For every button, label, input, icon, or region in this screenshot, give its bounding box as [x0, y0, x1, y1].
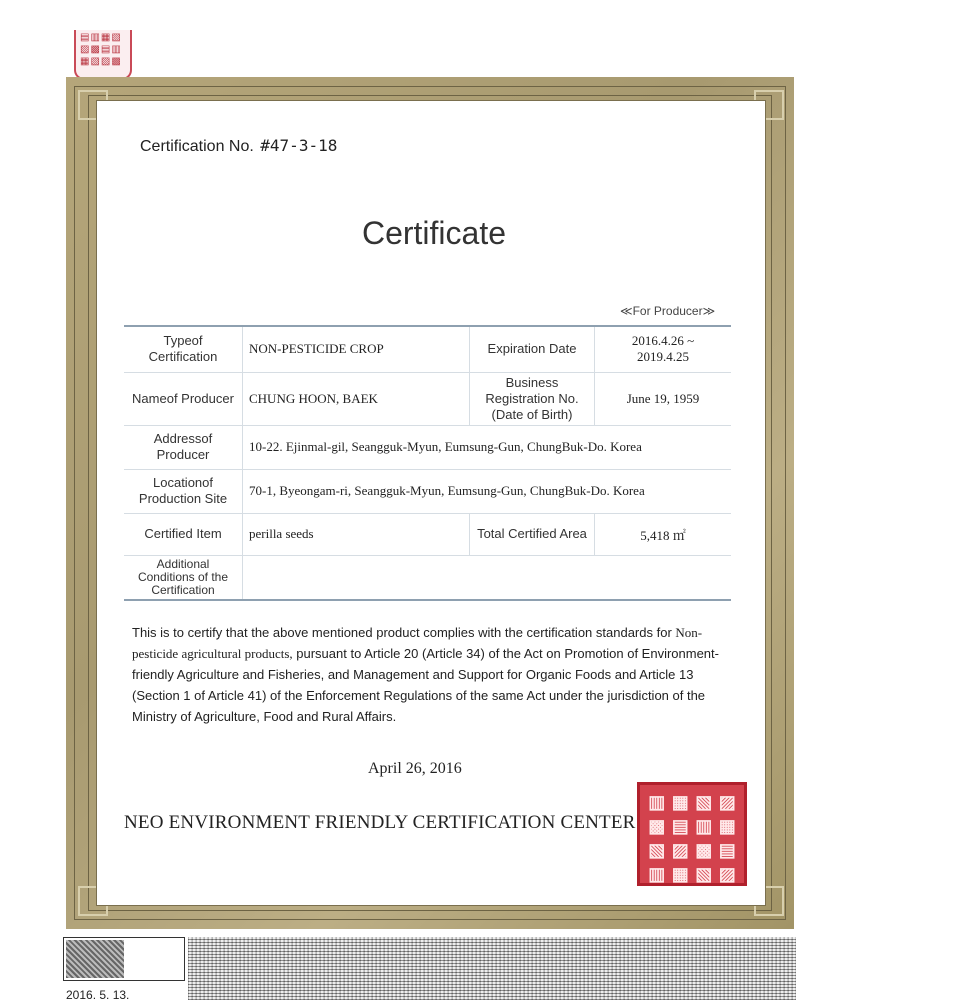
- issue-date: April 26, 2016: [368, 760, 462, 777]
- statement-part-2: pursuant to Article 20 (Article 34) of the Act on Promotion of Environment-friendly Agriculture and Fisheries, and Management and Support for Organic Foods and Article 13 (Section 1 of Article 41) of the Enforcement Regulations of the same Act under the jurisdiction of the Ministry of Agriculture, Food and Rural Affairs.: [132, 646, 719, 724]
- official-red-seal: ▥ ▦ ▧ ▨ ▩ ▤ ▥ ▦ ▧ ▨ ▩ ▤ ▥ ▦ ▧ ▨: [637, 782, 747, 886]
- area-label: Total Certified Area: [470, 513, 595, 555]
- name-value: CHUNG HOON, BAEK: [243, 372, 470, 425]
- type-value: NON-PESTICIDE CROP: [243, 326, 470, 372]
- item-value: perilla seeds: [243, 513, 470, 555]
- footer-date: 2016. 5. 13.: [66, 988, 130, 1002]
- business-value: June 19, 1959: [595, 372, 732, 425]
- business-label: Business Registration No. (Date of Birth): [470, 372, 595, 425]
- cert-no-label: Certification No.: [140, 138, 254, 155]
- expiration-value: [595, 326, 732, 372]
- location-value: 70-1, Byeongam-ri, Seangguk-Myun, Eumsung-Gun, ChungBuk-Do. Korea: [243, 469, 732, 513]
- certification-statement: [132, 622, 732, 727]
- additional-value: [243, 555, 732, 600]
- expiration-start: 2016.4.26 ~: [631, 333, 695, 349]
- statement-part-1: This is to certify that the above mentioned product complies with the certification standards for: [132, 625, 672, 640]
- scan-security-pattern-overlay: [188, 937, 796, 1000]
- certificate-title: Certificate: [361, 215, 507, 251]
- expiration-end: 2019.4.25: [637, 349, 689, 365]
- address-value: 10-22. Ejinmal-gil, Seangguk-Myun, Eumsung-Gun, ChungBuk-Do. Korea: [243, 425, 732, 469]
- cert-no-value: #47-3-18: [260, 136, 338, 155]
- type-label: Typeof Certification: [124, 326, 243, 372]
- area-value: 5,418 ㎡: [595, 513, 732, 555]
- issuer-name: NEO ENVIRONMENT FRIENDLY CERTIFICATION CENTER: [124, 812, 636, 833]
- bottom-stamp-box: [63, 937, 185, 981]
- address-label: Addressof Producer: [124, 425, 243, 469]
- item-label: Certified Item: [124, 513, 243, 555]
- additional-label: Additional Conditions of the Certification: [124, 555, 243, 600]
- expiration-label: Expiration Date: [470, 326, 595, 372]
- name-label: Nameof Producer: [124, 372, 243, 425]
- certification-number: [140, 136, 337, 156]
- small-red-seal: ▤▥▦▧ ▨▩▤▥ ▦▧▨▩: [74, 30, 132, 80]
- location-label: Locationof Production Site: [124, 469, 243, 513]
- statement-product: Non-pesticide agricultural products,: [132, 625, 703, 661]
- certificate-info-table: [124, 325, 731, 601]
- for-producer-note: ≪For Producer≫: [620, 304, 716, 318]
